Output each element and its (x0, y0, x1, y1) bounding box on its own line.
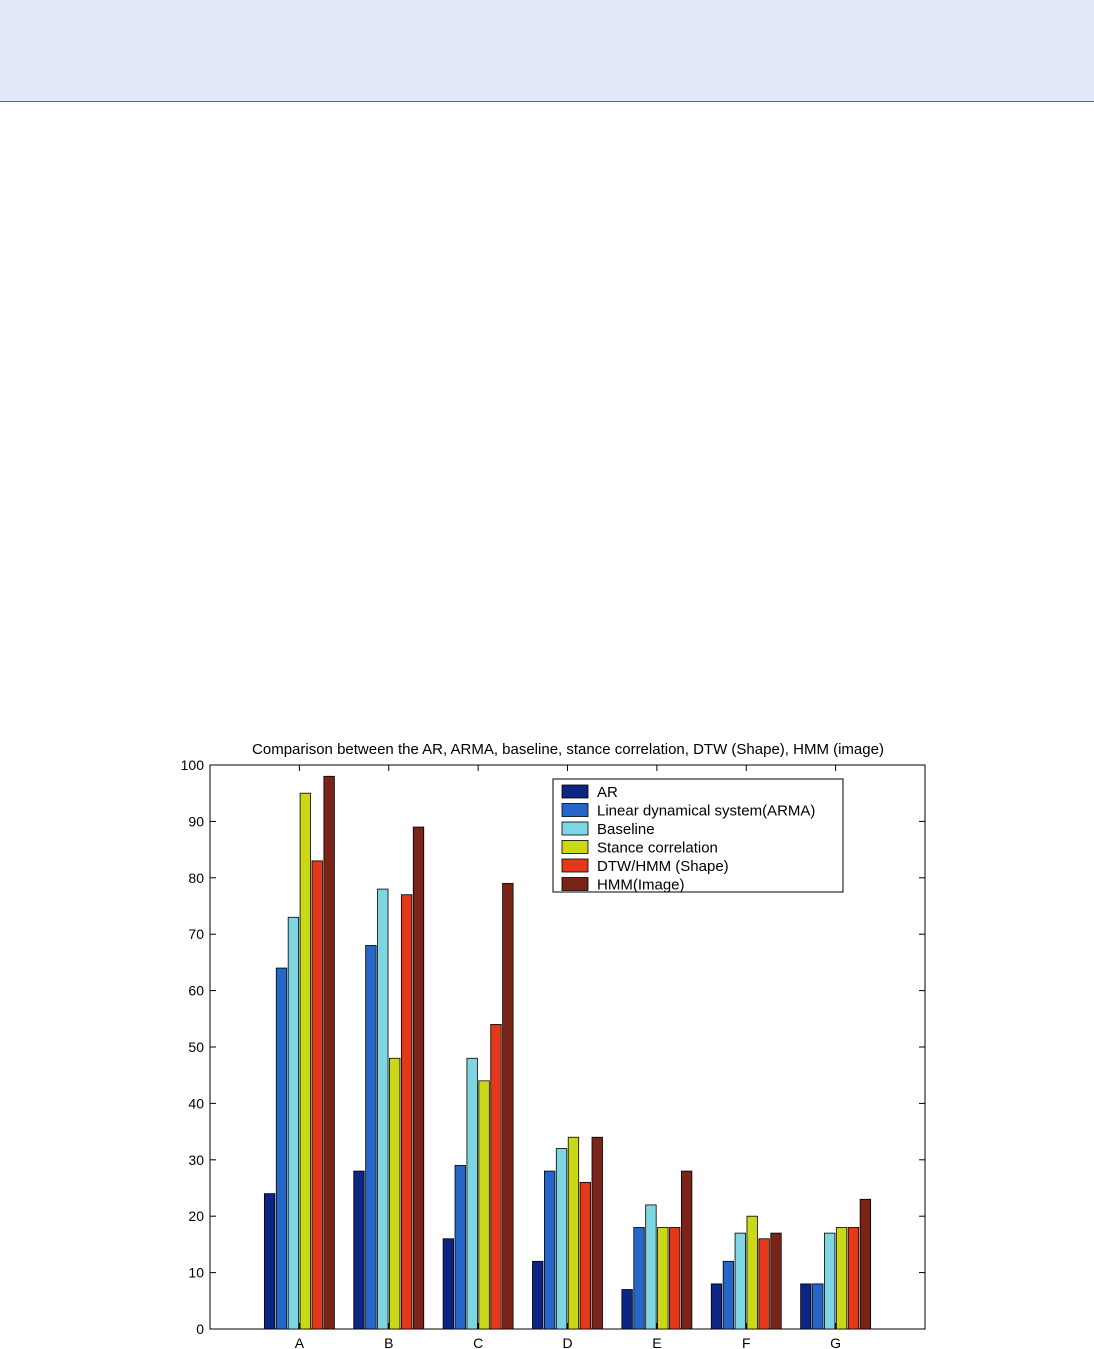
bar-g-series-6 (860, 1199, 871, 1329)
x-tick-label: G (830, 1335, 842, 1349)
bar-a-series-1 (264, 1194, 275, 1329)
x-tick-label: F (741, 1335, 751, 1349)
bar-f-series-3 (735, 1233, 746, 1329)
bar-c-series-5 (491, 1024, 502, 1329)
bar-a-series-5 (312, 861, 323, 1329)
bar-a-series-3 (288, 917, 299, 1329)
y-tick-label: 90 (188, 813, 204, 830)
y-tick-label: 60 (188, 982, 204, 999)
legend-swatch (562, 878, 588, 891)
legend-swatch (562, 822, 588, 835)
bar-d-series-5 (580, 1182, 591, 1329)
bar-e-series-3 (646, 1205, 657, 1329)
legend-label: AR (597, 784, 618, 801)
x-tick-label: E (652, 1335, 662, 1349)
bar-c-series-1 (443, 1239, 454, 1329)
legend-label: Stance correlation (597, 839, 718, 857)
bar-d-series-2 (544, 1171, 555, 1329)
legend-label: DTW/HMM (Shape) (597, 858, 729, 875)
x-tick-label: A (294, 1335, 305, 1349)
bar-g-series-4 (836, 1227, 847, 1329)
y-tick-label: 50 (188, 1039, 204, 1055)
bar-b-series-6 (413, 827, 424, 1329)
y-tick-label: 20 (188, 1208, 204, 1225)
x-tick-label: D (562, 1335, 573, 1349)
bar-f-series-5 (759, 1239, 770, 1329)
x-tick-label: B (384, 1335, 394, 1349)
bar-b-series-4 (389, 1058, 400, 1329)
y-tick-label: 100 (180, 757, 204, 773)
bar-e-series-1 (622, 1290, 633, 1329)
bar-d-series-4 (568, 1137, 579, 1329)
legend-label: Baseline (597, 821, 655, 838)
bar-b-series-3 (378, 889, 389, 1329)
bar-b-series-5 (401, 895, 412, 1329)
y-tick-label: 80 (188, 869, 204, 886)
bar-a-series-6 (324, 776, 335, 1329)
y-tick-label: 40 (188, 1095, 204, 1112)
bar-f-series-2 (723, 1261, 734, 1329)
y-tick-label: 30 (188, 1151, 204, 1168)
legend-swatch (562, 785, 588, 798)
legend-label: HMM(Image) (597, 876, 685, 894)
bar-g-series-5 (848, 1227, 859, 1329)
bar-a-series-4 (300, 793, 311, 1329)
bar-g-series-2 (813, 1284, 824, 1329)
bar-e-series-6 (681, 1171, 692, 1329)
bar-e-series-4 (658, 1227, 669, 1329)
bar-e-series-2 (634, 1227, 645, 1329)
bar-c-series-4 (479, 1081, 490, 1329)
bar-c-series-6 (503, 883, 514, 1329)
bar-d-series-3 (556, 1149, 567, 1329)
bar-d-series-6 (592, 1137, 603, 1329)
bar-c-series-3 (467, 1058, 478, 1329)
y-tick-label: 0 (196, 1321, 204, 1337)
bar-e-series-5 (669, 1227, 680, 1329)
bar-f-series-1 (711, 1284, 722, 1329)
bar-c-series-2 (455, 1165, 466, 1329)
x-tick-label: C (473, 1335, 484, 1349)
legend-label: Linear dynamical system(ARMA) (597, 802, 816, 820)
bar-g-series-1 (801, 1284, 812, 1329)
bar-f-series-4 (747, 1216, 758, 1329)
y-tick-label: 70 (188, 926, 204, 943)
legend-swatch (562, 804, 588, 817)
bar-b-series-2 (366, 945, 377, 1329)
bar-f-series-6 (771, 1233, 782, 1329)
bar-a-series-2 (276, 968, 287, 1329)
bar-d-series-1 (533, 1261, 544, 1329)
bar-b-series-1 (354, 1171, 365, 1329)
legend-swatch (562, 841, 588, 854)
legend-swatch (562, 859, 588, 872)
bar-g-series-3 (824, 1233, 835, 1329)
chart-title: Comparison between the AR, ARMA, baseline, stance correlation, DTW (Shape), HMM (image) (252, 741, 884, 758)
legend (553, 779, 843, 894)
y-tick-label: 10 (188, 1264, 204, 1281)
